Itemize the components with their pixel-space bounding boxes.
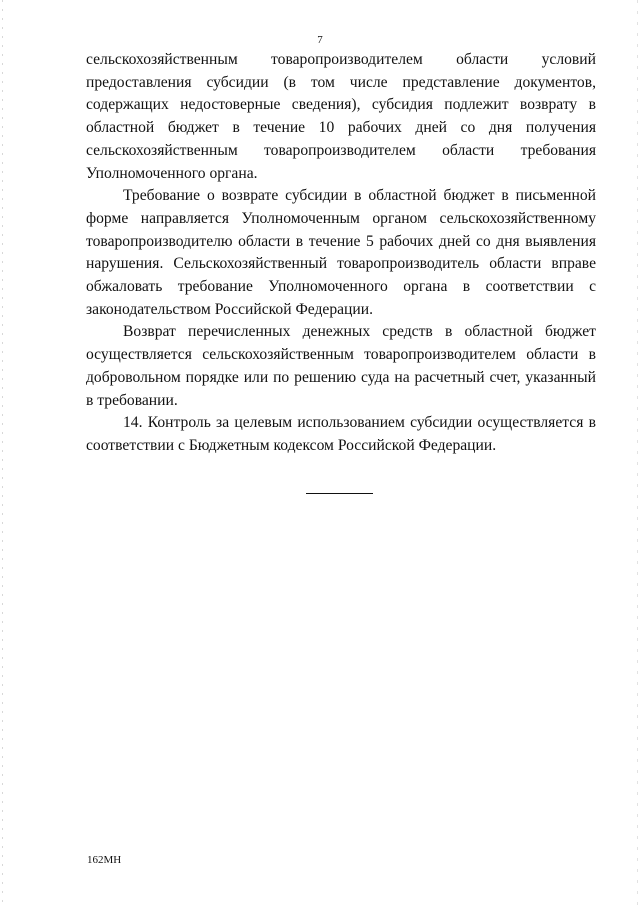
document-body — [86, 49, 596, 458]
page-number: 7 — [317, 34, 323, 46]
paragraph-control-clause: 14. Контроль за целевым использованием субсидии осуществляется в соответствии с Бюджетным кодексом Российской Федерации. — [86, 414, 596, 454]
paragraph-return-procedure: Возврат перечисленных денежных средств в областной бюджет осуществляется сельскохозяйственным товаропроизводителем области в добровольном порядке или по решению суда на расчетный счет, указанный в требовании. — [86, 323, 596, 409]
paragraph-return-requirement: Требование о возврате субсидии в областной бюджет в письменной форме направляется Уполномоченным органом сельскохозяйственному товаропроизводителю области в течение 5 рабочих дней со дня выявления нарушения. Сельскохозяйственный товаропроизводитель области вправе обжаловать требование Уполномоченного органа в соответствии с законодательством Российской Федерации. — [86, 187, 596, 318]
scan-edge-left — [2, 0, 3, 905]
end-of-text-rule — [306, 493, 373, 494]
scan-edge-right — [637, 0, 638, 905]
document-code: 162МН — [87, 854, 122, 866]
paragraph-continuation: сельскохозяйственным товаропроизводителем области условий предоставления субсидии (в том числе представление документов, содержащих недостоверные сведения), субсидия подлежит возврату в областной бюджет в течение 10 рабочих дней со дня получения сельскохозяйственным товаропроизводителем области требования Уполномоченного органа. — [86, 51, 596, 182]
